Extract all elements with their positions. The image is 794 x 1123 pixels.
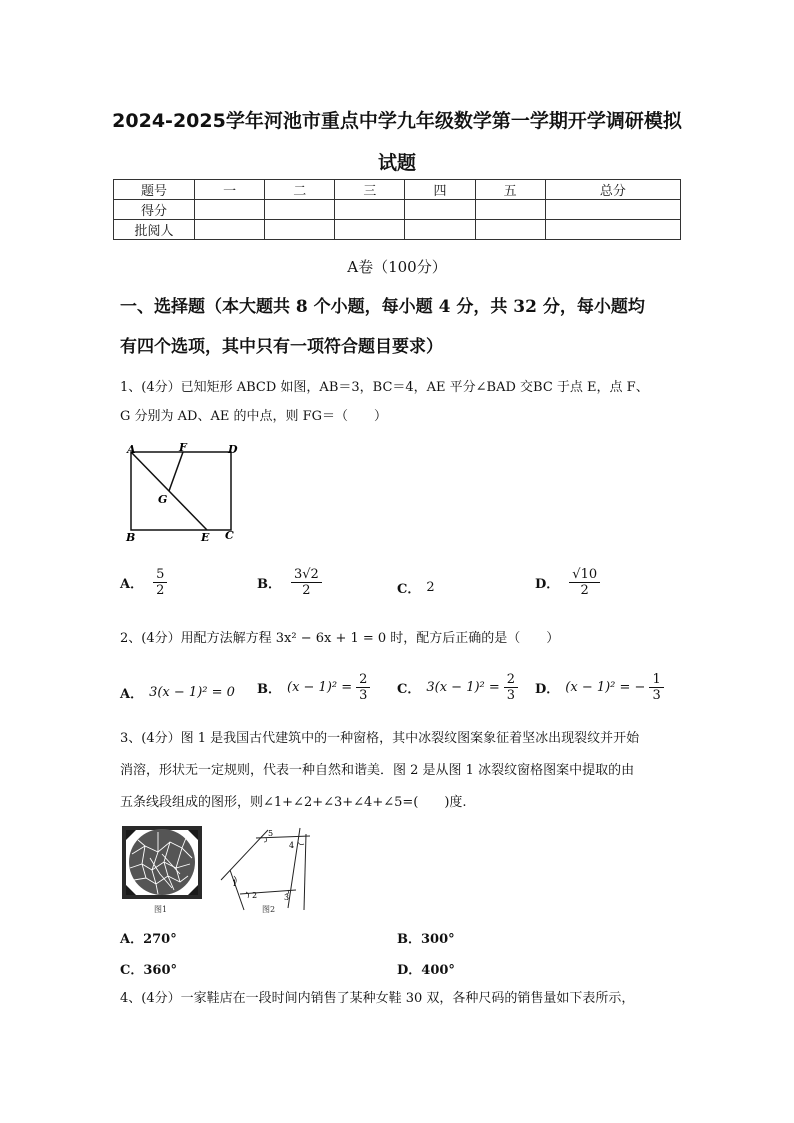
fig2-caption: 图2: [262, 905, 276, 914]
q1-rectangle-figure: [120, 440, 250, 546]
q1-option-a[interactable]: A． $\frac{5}{2}$: [120, 567, 167, 598]
score-cell: [545, 220, 680, 240]
q3-stem-line3: 五条线段组成的图形，则∠1+∠2+∠3+∠4+∠5=( )度.: [120, 795, 467, 810]
q3-stem-line2: 消溶，形状无一定规则，代表一种自然和谐美．图 2 是从图 1 冰裂纹窗格图案中提取的由: [120, 763, 635, 778]
q1-stem-line1: 1、(4分）已知矩形 ABCD 如图，AB＝3，BC＝4，AE 平分∠BAD 交BC 于点 E，点 F、: [120, 380, 649, 395]
q1-stem-line2: G 分别为 AD、AE 的中点，则 FG＝（ ）: [120, 409, 388, 424]
score-table-header-cell: 总分: [545, 180, 680, 200]
label-a: A: [127, 443, 136, 456]
q1-option-c[interactable]: C． 2: [397, 580, 435, 597]
angle-label-2: 2: [252, 891, 258, 900]
score-cell: [335, 220, 405, 240]
score-table-header-cell: 题号: [114, 180, 195, 200]
score-table-row-label: 批阅人: [114, 220, 195, 240]
label-b: B: [126, 531, 136, 544]
q2-option-c[interactable]: C． 3(x − 1)² = $\frac{2}{3}$: [397, 672, 518, 703]
score-table-row: [114, 220, 681, 240]
q1-option-b[interactable]: B． $\frac{3√2}{2}$: [257, 567, 322, 598]
score-cell: [195, 220, 265, 240]
score-table-header-cell: 三: [335, 180, 405, 200]
q3-option-c[interactable]: C．360°: [120, 963, 177, 978]
q2-stem: 2、(4分）用配方法解方程 3x² − 6x + 1 = 0 时，配方后正确的是（ ）: [120, 631, 560, 646]
score-cell: [405, 220, 475, 240]
score-cell: [405, 200, 475, 220]
score-table-header-cell: 四: [405, 180, 475, 200]
score-cell: [265, 200, 335, 220]
label-d: D: [228, 443, 238, 456]
score-table-header-row: [114, 180, 681, 200]
score-cell: [335, 200, 405, 220]
q3-angle-figure: [220, 824, 320, 916]
q3-option-d[interactable]: D．400°: [397, 963, 455, 978]
q1-option-d[interactable]: D． $\frac{√10}{2}$: [535, 567, 600, 598]
label-f: F: [179, 441, 187, 454]
section1-heading-line2: 有四个选项，其中只有一项符合题目要求）: [120, 337, 443, 357]
score-cell: [475, 200, 545, 220]
q4-stem-line1: 4、(4分）一家鞋店在一段时间内销售了某种女鞋 30 双，各种尺码的销售量如下表所示，: [120, 991, 635, 1006]
score-cell: [475, 220, 545, 240]
volume-heading: A卷（100分）: [347, 258, 447, 276]
score-table-row-label: 得分: [114, 200, 195, 220]
score-cell: [195, 200, 265, 220]
q2-option-b[interactable]: B． (x − 1)² = $\frac{2}{3}$: [257, 672, 370, 703]
label-e: E: [201, 531, 210, 544]
score-table: [113, 179, 681, 240]
angle-label-5: 5: [268, 829, 274, 838]
q3-window-lattice-figure: [120, 824, 204, 916]
score-table-header-cell: 二: [265, 180, 335, 200]
exam-title-line2: 试题: [377, 152, 416, 174]
angle-label-4: 4: [289, 841, 295, 850]
label-c: C: [225, 529, 234, 542]
q2-option-d[interactable]: D． (x − 1)² = − $\frac{1}{3}$: [535, 672, 664, 703]
score-table-header-cell: 五: [475, 180, 545, 200]
section1-heading-line1: 一、选择题（本大题共 8 个小题，每小题 4 分，共 32 分，每小题均: [120, 297, 645, 317]
fig1-caption: 图1: [154, 905, 168, 914]
exam-title-line1: 2024-2025学年河池市重点中学九年级数学第一学期开学调研模拟: [112, 110, 682, 132]
q3-stem-line1: 3、(4分）图 1 是我国古代建筑中的一种窗格，其中冰裂纹图案象征着坚冰出现裂纹并开始: [120, 731, 640, 746]
score-cell: [545, 200, 680, 220]
q3-option-a[interactable]: A．270°: [120, 932, 177, 947]
q3-option-b[interactable]: B．300°: [397, 932, 455, 947]
angle-label-1: 1: [232, 879, 238, 888]
score-table-header-cell: 一: [195, 180, 265, 200]
score-table-row: [114, 200, 681, 220]
q2-option-a[interactable]: A． 3(x − 1)² = 0: [120, 685, 235, 702]
score-cell: [265, 220, 335, 240]
angle-label-3: 3: [284, 893, 290, 902]
label-g: G: [158, 493, 168, 506]
